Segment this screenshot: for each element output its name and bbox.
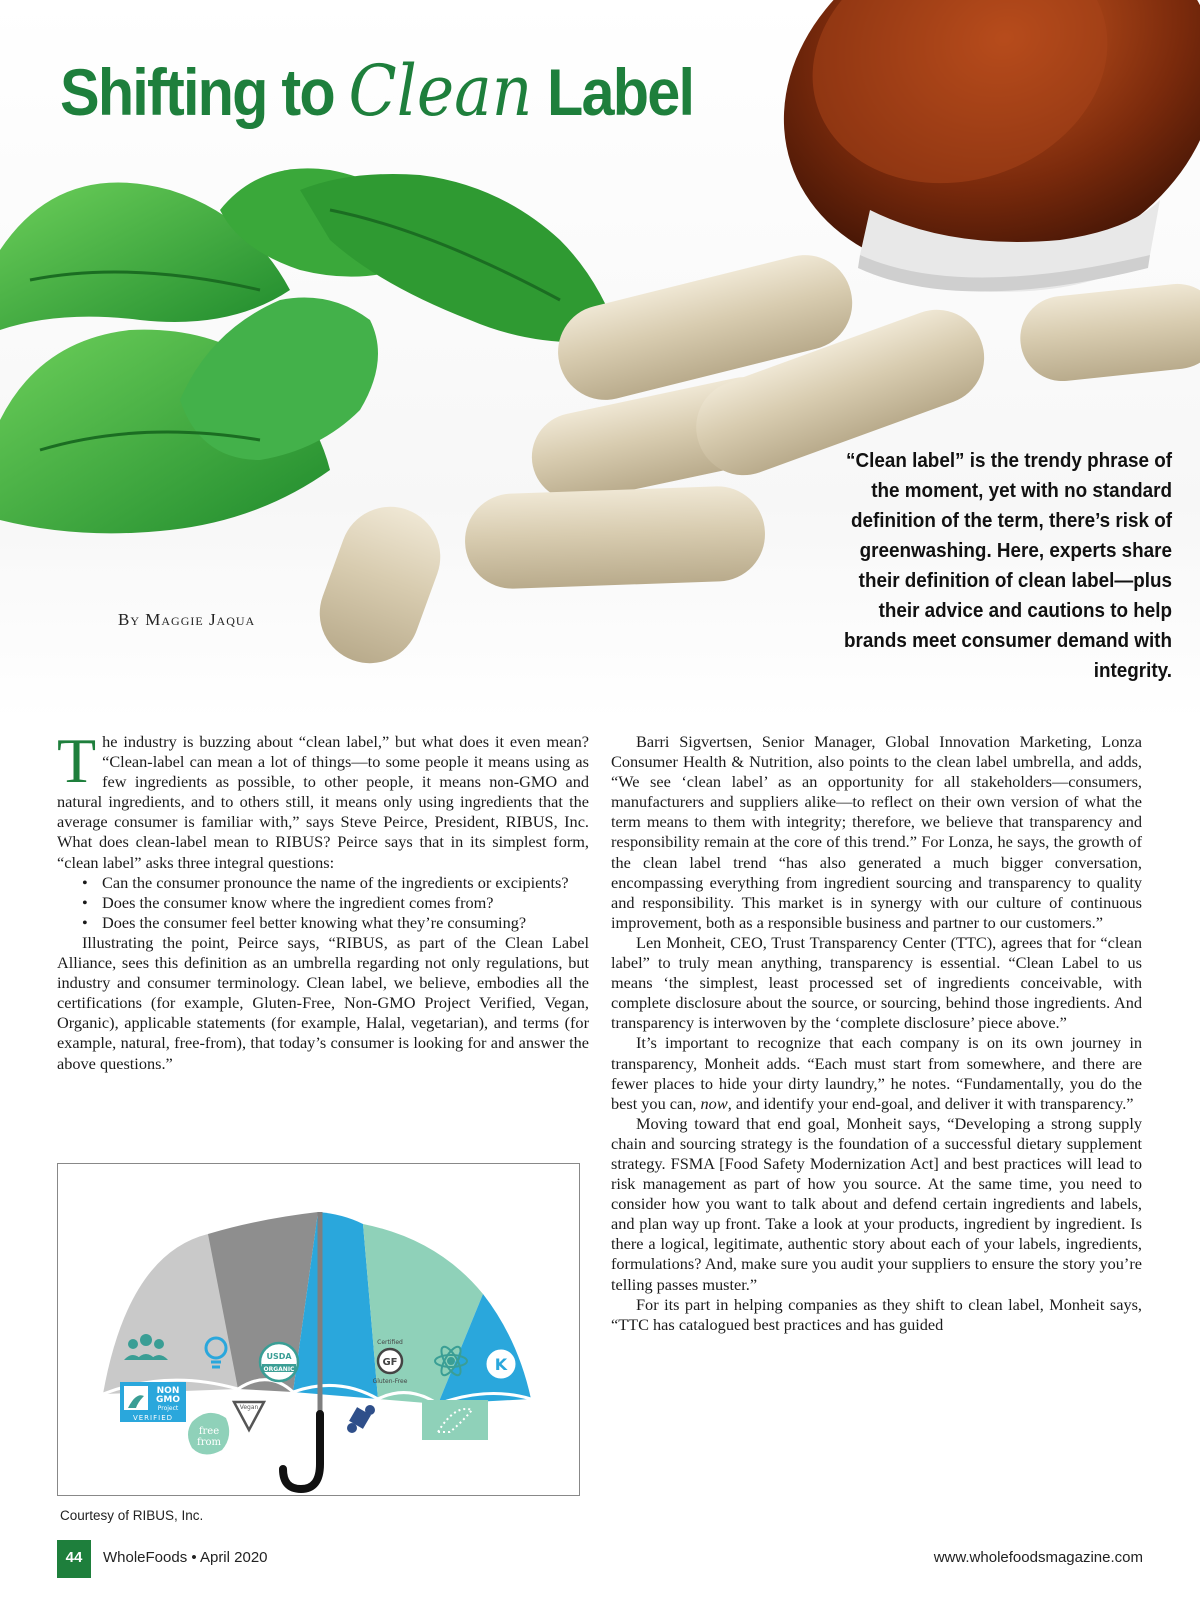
kosher-label: K (494, 1355, 508, 1374)
questions-list (57, 873, 589, 933)
vegan-icon (234, 1402, 264, 1430)
paragraph: Moving toward that end goal, Monheit says, “Developing a strong supply chain and sourcing strategy is the foundation of a successful dietary supplement strategy. FSMA [Food Safety Modernization Act] and best practices will lead to risk management as part of how you source. At the same time, you need to consider how you want to talk about and defend certain ingredients and labels, and plan way up front. Take a look at your products, ingredient by ingredient. Is there a logical, legitimate, authentic story about each of your labels, ingredients, formulations? And, make sure you audit your suppliers to ensure the story you’re telling passes muster.” (611, 1113, 1142, 1294)
paragraph (611, 1033, 1142, 1113)
non-gmo-verified-icon (120, 1382, 186, 1422)
paragraph: Illustrating the point, Peirce says, “RIBUS, as part of the Clean Label Alliance, sees this definition as an umbrella regarding not only regulations, but industry and consumer terminology. Clean label, we believe, embodies all the certifications (for example, Gluten-Free, Non-GMO Project Verified, Vegan, Organic), applicable statements (for example, Halal, vegetarian), and terms (for example, natural, free-from), that today’s consumer is looking for and answer the above questions.” (57, 932, 589, 1073)
verified-label: VERIFIED (132, 1414, 174, 1422)
usda-organic-icon (260, 1343, 298, 1381)
website-url: www.wholefoodsmagazine.com (933, 1549, 1143, 1566)
usda-bottom-label: ORGANIC (263, 1366, 295, 1373)
gluten-free-icon (373, 1339, 408, 1385)
gluten-free-label: Gluten-Free (372, 1378, 408, 1385)
paragraph-text: , and identify your end-goal, and deliver it with transparency.” (727, 1093, 1134, 1113)
usda-top-label: USDA (266, 1352, 292, 1361)
umbrella-diagram (58, 1164, 579, 1495)
hero-photo (0, 0, 1200, 720)
title-tail: Label (547, 55, 694, 129)
emphasis-now: now (700, 1093, 728, 1113)
byline: By Maggie Jaqua (118, 610, 256, 629)
page-number: 44 (65, 1549, 83, 1566)
figure-caption: Courtesy of RIBUS, Inc. (60, 1508, 204, 1523)
kosher-icon (485, 1348, 517, 1380)
title-script-word: Clean (348, 50, 533, 132)
eu-organic-leaf-icon (422, 1400, 488, 1440)
paragraph-text: It’s important to recognize that each company is on its own journey in transparency, Monheit adds. “Each must start from somewhere, and there are fewer places to hide your dirty laundry,” he notes. “Fundamentally, you do the best you can, (611, 1033, 1142, 1113)
free-label: free (198, 1426, 220, 1437)
project-label: Project (157, 1405, 179, 1412)
free-from-icon (188, 1413, 229, 1455)
deck-summary: “Clean label” is the trendy phrase of the moment, yet with no standard definition of the term, there’s risk of greenwashing. Here, experts share their definition of clean label—plus their advice and cautions to help brands meet consumer demand with integrity. (843, 449, 1172, 682)
non-label: NON (156, 1386, 180, 1396)
title-lead: Shifting to (60, 55, 334, 129)
body-column-right (611, 732, 1142, 1335)
body-column-left (57, 725, 589, 1074)
list-item: • Can the consumer pronounce the name of the ingredients or excipients? (102, 873, 589, 893)
paragraph-intro (57, 725, 589, 873)
list-item: • Does the consumer feel better knowing what they’re consuming? (102, 913, 589, 933)
article-title (60, 50, 693, 132)
from-label: from (197, 1437, 221, 1448)
gmo-label: GMO (156, 1395, 180, 1405)
umbrella-handle (283, 1414, 320, 1489)
gf-label: GF (382, 1357, 398, 1368)
publication-issue: WholeFoods • April 2020 (103, 1549, 268, 1566)
paragraph: Barri Sigvertsen, Senior Manager, Global Innovation Marketing, Lonza Consumer Health & Nutrition, also points to the clean label umbrella, and adds, “We see ‘clean label’ as an opportunity for all stakeholders—consumers, manufacturers and suppliers alike—to reflect on their own version of what the term means to them with integrity; therefore, we believe that transparency and responsibility remain at the core of this trend.” For Lonza, he says, the growth of the clean label trend “has also generated a much bigger conversation, encompassing everything from ingredient sourcing and transparency to quality and responsibility. This market is in synergy with our culture of continuous improvement, both as a responsible business and partner to our customers.” (611, 732, 1142, 932)
vegan-label: Vegan (239, 1404, 259, 1411)
certified-label: Certified (377, 1339, 403, 1346)
paragraph: Len Monheit, CEO, Trust Transparency Center (TTC), agrees that for “clean label” to truly mean anything, transparency is essential. “Clean Label to us means ‘the simplest, least processed set of ingredients conceivable, with complete disclosure about the source, or sourcing, behind those ingredients. And transparency is interwoven by the ‘complete disclosure’ piece above.” (611, 932, 1142, 1033)
paragraph-intro-text: he industry is buzzing about “clean label,” but what does it even mean? “Clean-label can mean a lot of things—to some people it means using as few ingredients as possible, to other people, it means non-GMO and natural ingredients, and to others still, it means only using ingredients that the average consumer is familiar with,” says Steve Peirce, President, RIBUS, Inc. What does clean-label mean to RIBUS? Peirce says that in its simplest form, “clean label” asks three integral questions: (57, 732, 589, 872)
paragraph: For its part in helping companies as they shift to clean label, Monheit says, “TTC has catalogued best practices and has guided (611, 1294, 1142, 1334)
puzzle-piece-icon (347, 1405, 375, 1433)
drop-cap: T (57, 725, 97, 796)
mint-leaves (0, 168, 620, 533)
clean-label-umbrella-figure (57, 1163, 580, 1496)
list-item: • Does the consumer know where the ingredient comes from? (102, 893, 589, 913)
